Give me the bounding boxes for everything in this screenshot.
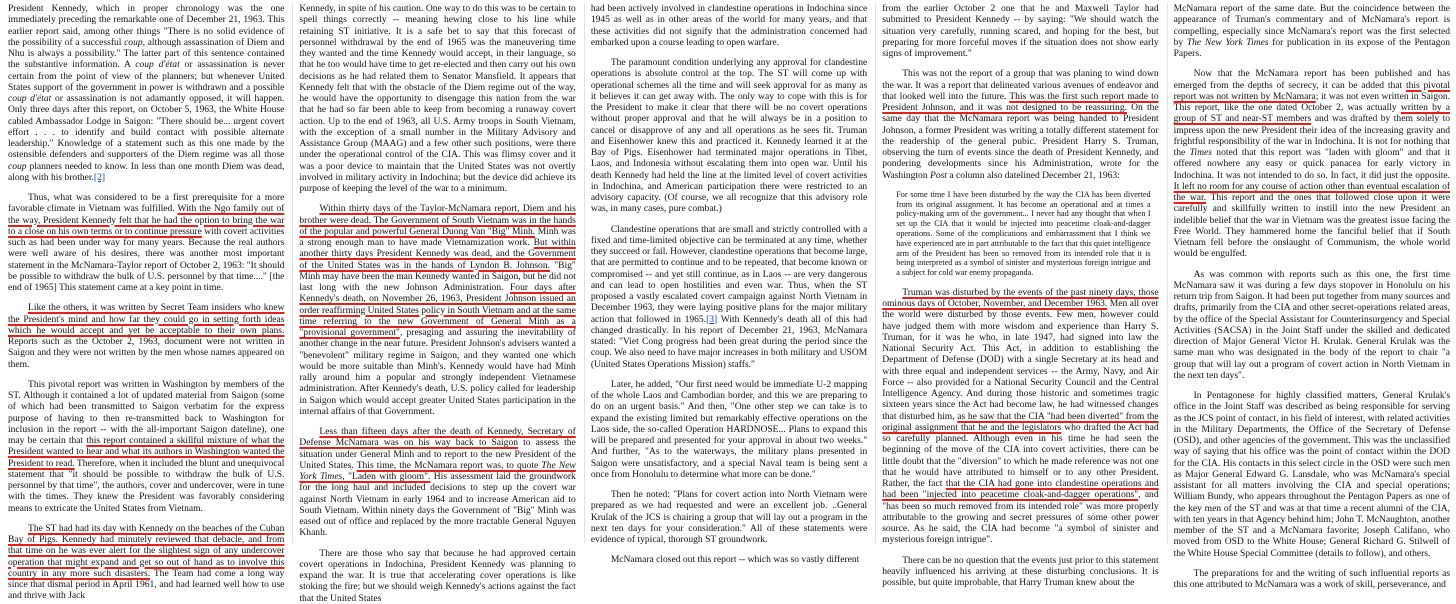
text-run: Reports such as the October 2, 1963, document were not written in Saigon and they were not written by the men whose names appeared on them. [8,336,285,370]
text-run: Later, he added, "Our first need would be immediate U-2 mapping of the whole Laos and Cambodian border, and this we are preparing to do on an urgent basis." And then, "One other step we can take is to expand the existing limited but remarkably effective operations on the Laos side, the so-called Operation HARDNOSE... Plans to expand this will be prepared and presented for your approval in about two weeks." And further, "As to the waterways, the military plans presented in Saigon were unsatisfactory, and a special Naval team is being sent a once from Honolulu to determine what more can be done." [590,378,868,480]
paragraph [591,3,867,48]
text-run: from the earlier October 2 one that he and Maxwell Taylor had submitted to President Kennedy -- by saying: "We should watch the situation very carefully, running scared, and hoping for the best, but preparing for more forceful moves if the situation does not show early signs of improvement." [882,3,1159,59]
text-run: to assess the situation under General Minh and to report to the new President of the United States. [299,437,576,471]
highlighted-text: But within another thirty days President Kennedy was dead, and the Government of the United States was in the hands of Lyndon B. Johnson. [299,237,576,271]
text-run: McNamara closed out this report -- which was so vastly different [610,554,860,566]
text-run: planners needed to know. In less than one month Diem was dead, along with his brother. [8,160,285,183]
text-run: had been actively involved in clandestine operations in Indochina since 1945 as well as in other areas of the world for many years, and that these activities did not signify that the administration concerned had embarked upon a course leading to open warfare. [590,3,868,48]
highlighted-text: Less than fifteen days after the death of Kennedy, Secretary of Defense McNamara was on his way back to Saigon [299,426,576,449]
paragraph [1174,3,1450,59]
text-run: , although assassination of Diem and Nhu is always a possibility." The latter part of this sentence contained the substantive information. A [8,36,285,71]
paragraph [882,555,1158,589]
text-run: Men all over the world were disturbed by those events. Few men, however could have judged them with more wisdom and experience than Harry S. Truman, for it was he who, in late 1947, had signed into law the National Security Act. This Act, in addition to establishing the Department of Defense (DOD) with a single Secretary at its head and with three equal and independent services -- the Army, Navy, and Air Force -- also provided for a National Security Council and the Central Intelligence Agency. And during those historic and sometimes tragic sixteen years since the Act had become law, he had witnessed changes that disturbed him, [882,298,1159,422]
text-run: Then he noted: "Plans for covert action into North Vietnam were prepared as we had requested and were an excellent job. ..General Krulak of the JCS is chairing a group that will lay out a program in the next ten days for your consideration." All of these statements were evidence of typical, thorough ST groundwork. [590,489,868,545]
highlighted-text: this pivotal report was not written by McNamara [1173,79,1451,102]
highlighted-text: that the CIA had gone into clandestine operations and had been "injected into peacetime cloak-and-dagger operations" [882,478,1159,501]
highlighted-text: this report contained a skillful mixture of what the President wanted to hear and what its authors in Washington wanted the President to read. [8,435,285,469]
paragraph [882,287,1158,546]
highlighted-text: The ST had had its day with Kennedy on the beaches of the Cuban Bay of Pigs. Kennedy had minutely reviewed that debacle, and from that time on he was ever alert for the slightest sign of any undercover operation that might expand and get so out of hand as to involve this country in any more such disasters. [8,522,285,579]
paragraph [1174,568,1450,591]
text-run: for publication in its expose of the Pentagon Papers. [1173,36,1451,59]
text-run: McNamara report of the same date. But the coincidence between the appearance of Truman's commentary and of McNamara's report is compelling, especially since McNamara's report was the first selected by [1173,3,1451,48]
highlighted-text: The New York Times [299,459,576,482]
text-run: The New York Times [1186,36,1269,48]
text-column-2 [292,3,577,604]
text-column-5 [1167,3,1452,590]
text-run: , and "has been so much removed from its intended role" was more properly attributable to the growing and secret pressures of some other power source. As he said, the CIA had become "a symbol of sinister and mysterious foreign intrigue". [882,489,1159,546]
paragraph [591,554,867,565]
paragraph [591,224,867,370]
highlighted-text: With the Ngo family out of the way, President Kennedy felt that he had the option to bring the war to a close on his own terms or to continue pressure [8,203,285,237]
text-run: with covert activities such as had been under way for many years. Because the real authors were well aware of his desires, there was another most important statement in the McNamara-Taylor report of October 2, 1963: "It should be possible to withdraw the bulk of U.S. personnel by that time...." [the end of 1965] This statement came at a key point in time. [8,225,285,293]
text-run: coup [8,160,27,172]
text-run: The paramount condition underlying any approval for clandestine operations is absolute control at the top. The ST will come up with operational schemes all the time and will seek approval for as many as it believes it can get away with. The only way to cope with this is for the President to make it clear that there will be no covert operations without proper approval and that he will always be in a position to cancel or disapprove of any and all operations as he sees fit. Truman and Eisenhower knew this and practiced it. Kennedy learned it at the Bay of Pigs. Eisenhower had terminated major operations in Tibet, Laos, and Indonesia without escalating them into open war. Until his death Kennedy had held the line at the limited level of covert activities in Indochina, and American participation there were restricted to an advisory capacity. (Of course, we all recognize that this advisory role was, in many cases, pure combat.) [590,57,868,215]
text-run: On the same day that the McNamara report was being handed to President Johnson, a former President was writing a totally different statement for the readership of the general pubic. President Harry S. Truman, observing the turn of events since the death of President Kennedy, and pondering developments since his Administration, wrote for the Washington [882,102,1159,181]
block-quote [896,190,1150,278]
text-run: or assassination is never certain from the point of view of the planners; but whenever United States support of the government in power is withdrawn and a possible [8,59,285,93]
highlighted-text: as he saw that the CIA "had been diverted" from the original assignment that he and the legislators [882,410,1159,433]
text-run: Times [1189,147,1212,158]
text-run: , presaging and assuring the inevitability of another change in the near future. President Johnson's advisers wanted a "benevolent" military regime in Saigon, and they wanted one which would be more suitable than Minh's. Kennedy would have had Minh rally around him a popular and strongly independent Vietnamese administration. After Kennedy's death, U.S. policy called for leadership in Saigon which would accept greater United States participation in the internal affairs of that Government. [299,327,576,417]
text-run: In Pentagonese for highly classified matters, General Krulak's office in the Joint Staff was described as being responsible for serving as the JCS point of contact, in his field of interest, with related activities in the Military Departments, the Office of the Secretary of Defense (OSD), and other agencies of the government. This was the unclassified way of saying that his office was the point of contact within the DOD for the CIA. His contacts in this select circle in the OSD were such men as Major General Edward G. Lansdale, who was McNamara's special assistant for all matters involving the CIA and special operations; William Bundy, who appears throughout the Pentagon Papers as one of the key men of the ST and was at that time a recent alumni of the CIA, with ten years in that Agency behind him; John T. McNaughton, another member of the ST and a McNamara favorite; Joseph Califano, who moved from OSD to the White House; General Richard G. Stilwell of the White House Special Committee (details to follow), and others. [1173,390,1451,559]
highlighted-text: Four days after Kennedy's death, on November 26, 1963, President Johnson issued an order reaffirming United States policy in South Vietnam and at the same time referring to the new Government of General Minh as a "provisional government" [299,282,576,338]
paragraph [591,379,867,480]
text-run: or assassination is not adamantly opposed, it will happen. Only three days after this report, on October 5, 1963, the White House cabled Ambassador Lodge in Saigon: "There should be... urgent covert effort . . . to identify and build contact with possible alternate leadership." Knowledge of a statement such as this one made by the ostensible defenders and supporters of the Diem regime was all those [8,93,285,161]
text-run: a column also datelined December 21, 1963: [946,169,1120,181]
highlighted-text: , "Laden with gloom". [342,471,431,482]
paragraph [591,489,867,545]
highlighted-text: Truman was disturbed by the events of the past ninety days, those ominous days of October, November, and December 1963. [882,286,1159,310]
paragraph [8,379,284,514]
text-run: who drafted the Act had so carefully planned. Although even in his time he had seen the beginning of the move of the CIA into covert activities, there can be little doubt that the "diversion" to which he made reference was not one that he would have attributed to himself or to any other President. Rather, the fact [882,421,1159,490]
text-run: Minh was a strong enough man to have made Vietnamization work. [299,225,576,248]
highlighted-text: Like the others, it was written by Secret Team insiders who knew the President's mind and how far they could go in setting forth ideas which he would accept and yet be acceptable to their own plans. [8,302,285,336]
paragraph [8,523,284,602]
text-run: and was drafted by them solely to impress upon the new President their idea of the increasing gravity and frightful responsibility of the war in Indochina. It is not for nothing that the [1173,113,1451,158]
text-column-1 [6,3,286,602]
paragraph [299,203,575,417]
text-run: The preparations for and the writing of such influential reports as this one attributed to McNamara was a work of skill, perseverance, and [1173,567,1451,590]
text-run: His assessment laid the groundwork for the long haul and included decisions to step up the covert war against North Vietnam in early 1964 and to increase American aid to South Vietnam. Within ninety days the Government of "Big" Minh was eased out of office and replaced by the more tractable General Nguyen Khanh. [299,471,576,539]
text-run: Post [929,169,947,181]
text-run: coup [124,36,143,48]
text-run: This was not the report of a group that was planing to wind down the war. It was a report that delineated various avenues of endeavor and that looked well into the future. [882,68,1159,102]
text-run: There can be no question that the events just prior to this statement heavily influenced his arriving at these disturbing conclusions. It is possible, but quite improbable, that Harry Truman knew about the [882,554,1159,589]
text-run: Now that the McNamara report has been published and has emerged from the depths of secrecy, it can be added that [1173,68,1451,91]
text-run: Clandestine operations that are small and strictly controlled with a fixed and time-limited objective can be terminated at any time, whether they succeed or fail. However, clandestine operations that become large, that are permitted to continue and to be repeated, that become known or compromised -- and yet still continue, as in Laos -- are very dangerous and can lead to open hostilities and even war. Thus, when the ST proposed a vastly escalated covert campaign against North Vietnam in December 1963, they were laying positive plans for the major military action that followed in 1965. [590,223,868,325]
text-run: "Big" Minh may have been the man Kennedy wanted in Saigon, but he did not last long with the new Johnson Administration. [299,259,576,293]
highlighted-text: Within thirty days of the Taylor-McNamara report, Diem and his brother were dead. The Government of South Vietnam was in the hands of the popular and powerful General Duong Van "Big" Minh. [299,203,576,237]
text-run: ; it was not even written in Saigon. This report, like the one dated October 2, was actually [1173,90,1451,113]
text-column-3 [584,3,869,566]
text-run: For some time I have been disturbed by the way the CIA has been diverted from its original assignment. It has become an operational and at times a policy-making arm of the government... I never had any thought that when I set up the CIA that it would be injected into peacetime cloak-and-dagger operations. Some of the complications and embarrassment that I think we have experienced are in part attributable to the fact that this quiet intelligence arm of the President has been so removed from its intended role that it is being interpreted as a symbol of sinister and mysterious foreign intrigue and a subject for cold war enemy propaganda. [896,189,1151,278]
paragraph [591,57,867,215]
text-run: With Kennedy's death all of this had changed drastically. In his report of December 21, 1963, McNamara stated: "Viet Cong progress had been great during the period since the coup. We also need to have major increases in both military and USOM (United States Operations Mission) staffs." [590,313,868,370]
text-run: This pivotal report was written in Washington by members of the ST. Although it contained a lot of updated material from Saigon (some of which had been transmitted to Saigon verbatim for the express purpose of having to then re-transmitted back to Washington for inclusion in the report -- with the all-important Saigon dateline), one may be certain that [8,378,285,446]
paragraph [299,426,575,539]
text-run: There are those who say that because he had approved certain covert operations in Indochina, President Kennedy was planning to expand the war. It is true that accelerating cover operations is like stoking the fire; but we should weigh Kennedy's actions against the fact that the United States [299,547,576,604]
footnote-link[interactable]: [3] [706,313,718,325]
text-run: As was common with reports such as this one, the first time McNamara saw it was during a few days stopover in Honolulu on his return trip from Saigon. It had been put together from many sources and drafts, primarily from the CIA and other secret-operations related areas, by the office of the Special Assistant for Counterinsurgency and Special Activities (SACSA) in the Joint Staff under the skilled and dedicated direction of Major General Victor H. Krulak. General Krulak was the same man who was designated in the body of the report to chair "a group that will lay out a program of covert action in North Vietnam in the next ten days". [1173,268,1451,381]
text-run: Thus, what was considered to be a first prerequisite for a more favorable climate in Vietnam was fulfilled. [8,192,285,215]
text-run: Kennedy, in spite of his caution. One way to do this was to be certain to spell things correctly -- meaning hewing close to his line while retaining ST initiative. It is a safe bet to say that this forecast of personnel withdrawal by the end of 1965 was the maneuvering time they wanted and the time Kennedy would accept, in their language, so that he too would have time to get re-elected and then carry out his own decisions as he had related them to Senator Mansfield. It appears that Kennedy felt that with the obstacle of the Diem regime out of the way, he would have the opportunity to disengage this nation from the war that he had so far been able to keep from becoming a runaway covert action. Up to the end of 1963, all U.S. Army troops in South Vietnam, with the exception of a small number in the Military Advisory and Assistance Group (MAAG) and a few other such positions, were there under the operational control of the CIA. This was flimsy cover and it was a poor device to maintain that the United States was not overtly involved in military activity in Indochina; but the device did achieve its purpose of keeping the level of the war to a minimum. [299,3,576,194]
highlighted-text: It left no room for any course of action other than eventual escalation of the war. [1173,180,1451,203]
paragraph [8,302,284,370]
paragraph [8,192,284,293]
highlighted-text: This was the first such report made to President Johnson, and it was not designed to be reassuring. [882,90,1159,113]
text-run: Therefore, when it included the blunt and unequivocal statement that "it should be possible to withdraw the bulk of U.S. personnel by that time", the authors, cover and undercover, were in tune with the times. They knew the President was favorably considering means to extricate the United States from Vietnam. [8,457,285,514]
paragraph [299,3,575,194]
text-run: This report and the ones that followed close upon it were carefully and skillfully written to instill into the new President an indelible belief that the war in Vietnam was the greatest issue facing the Free World. They hammered home the fanciful belief that if South Vietnam fell before the onslaught of Communism, the whole world would be engulfed. [1173,192,1451,260]
paragraph [1174,390,1450,559]
footnote-link[interactable]: [2] [93,171,106,183]
paragraph [299,548,575,604]
text-run: President Kennedy, which in proper chronology was the one immediately preceding the remarkable one of December 21, 1963. This earlier report said, among other things "There is no solid evidence of the possibility of a successful [8,3,285,48]
text-column-4 [875,3,1160,589]
text-run: noted that this report was "laden with gloom" and that it offered nowhere any easy or quick panacea for early victory in Indochina. It was not intended to do so. In fact, it did just the opposite. [1173,147,1451,181]
paragraph [882,3,1158,59]
paragraph [1174,68,1450,259]
paragraph [882,68,1158,181]
text-run: The Team had come a long way since that dismal period in April 1961, and had learned well how to use and thrive with Jack [8,567,285,602]
highlighted-text: written by a group of ST and near-ST members [1173,102,1451,125]
text-run: coup d'état [8,93,52,104]
paragraph [1174,269,1450,382]
text-run: coup d'état [135,59,180,71]
highlighted-text: This time, the McNamara report was, to quote [356,459,542,471]
paragraph [8,3,284,183]
